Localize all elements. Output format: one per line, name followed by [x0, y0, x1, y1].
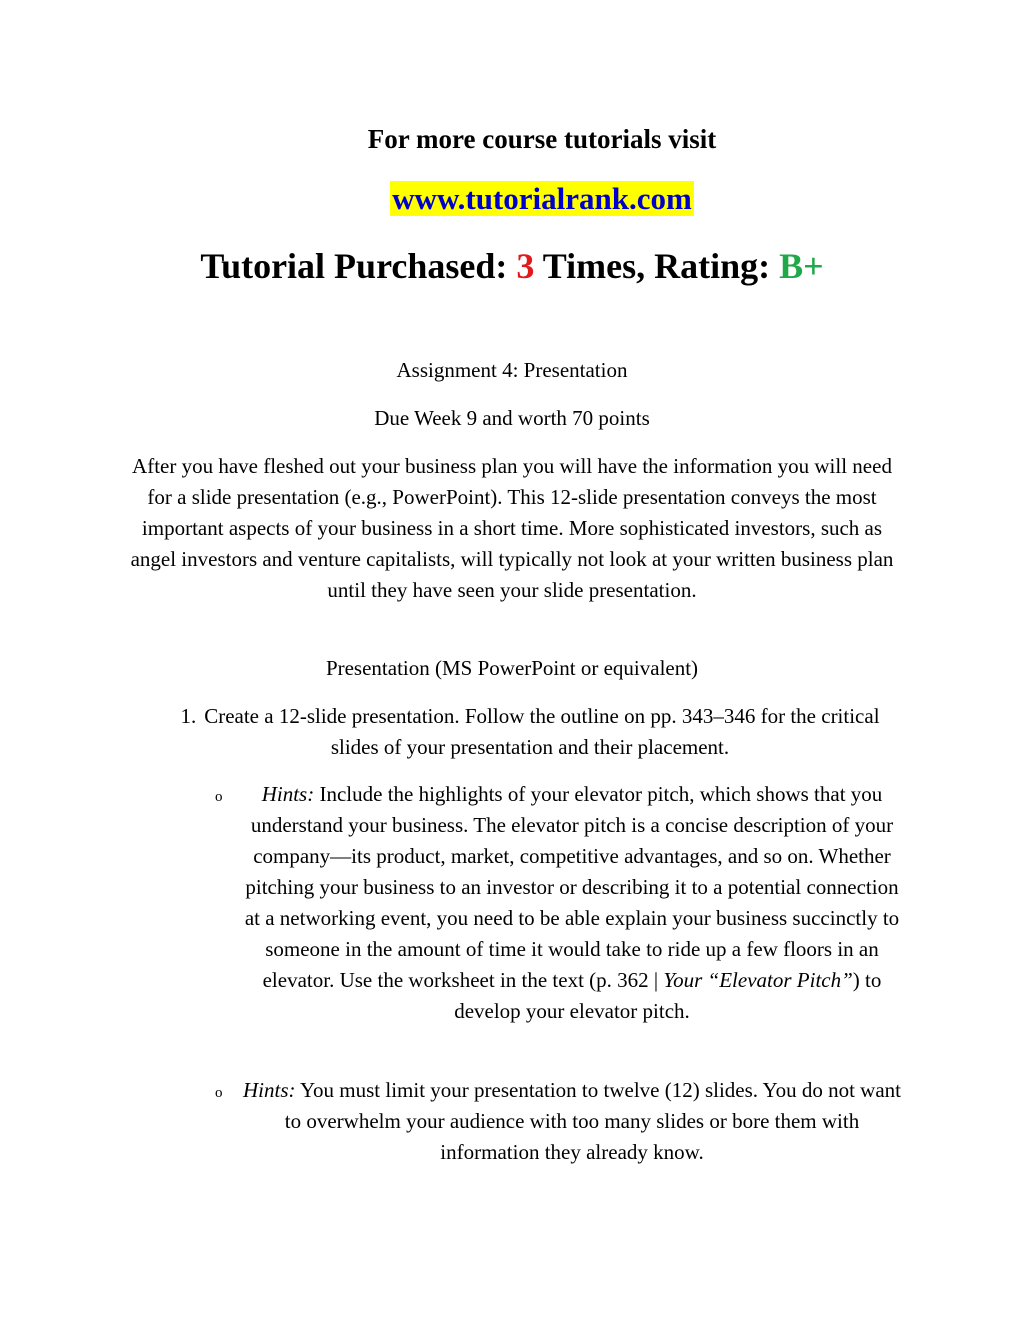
list-item-text: Create a 12-slide presentation. Follow the outline on pp. 343–346 for the critical slides of your presentation and their placement.: [204, 704, 880, 759]
presentation-heading: Presentation (MS PowerPoint or equivalent): [325, 656, 699, 680]
hint-label: Hints:: [261, 782, 315, 806]
list-item-1: [160, 701, 900, 763]
hint-2: [240, 1075, 904, 1168]
hint-1-text-b: ) to develop your elevator pitch.: [454, 968, 882, 1023]
purchase-count: 3: [516, 246, 535, 286]
purchase-stats: [0, 244, 1024, 288]
bullet-circle-icon: o: [215, 789, 223, 805]
hint-1: [240, 779, 904, 1027]
list-number: 1.: [180, 704, 197, 728]
hint-1-italic: Your “Elevator Pitch”: [663, 968, 853, 992]
purchase-prefix: Tutorial Purchased:: [200, 246, 517, 286]
assignment-title: Assignment 4: Presentation: [396, 358, 628, 382]
rating-value: B+: [779, 246, 824, 286]
hint-label: Hints:: [243, 1078, 296, 1102]
visit-text: For more course tutorials visit: [367, 124, 717, 154]
hint-1-text-a: Include the highlights of your elevator pitch, which shows that you understand your business. The elevator pitch is a concise description of your company—its product, market, competitive advantages, and so on. Whether pitching your business to an investor or describing it to a potential connection at a networking event, you need to be able explain your business succinctly to someone in the amount of time it would take to ride up a few floors in an elevator. Use the worksheet in the text (p. 362 |: [244, 782, 900, 992]
tutorial-url-link[interactable]: www.tutorialrank.com: [392, 181, 692, 216]
bullet-circle-icon: o: [215, 1085, 223, 1101]
due-line: Due Week 9 and worth 70 points: [374, 406, 650, 430]
intro-paragraph: After you have fleshed out your business plan you will have the information you will need for a slide presentation (e.g., PowerPoint). This 12-slide presentation conveys the most important aspects of your business in a short time. More sophisticated investors, such as angel investors and venture capitalists, will typically not look at your written business plan until they have seen your slide presentation.: [130, 454, 894, 602]
url-line: [0, 180, 1024, 218]
purchase-mid: Times, Rating:: [534, 246, 780, 286]
hint-2-text: You must limit your presentation to twelve (12) slides. You do not want to overwhelm your audience with too many slides or bore them with information they already know.: [284, 1078, 901, 1164]
